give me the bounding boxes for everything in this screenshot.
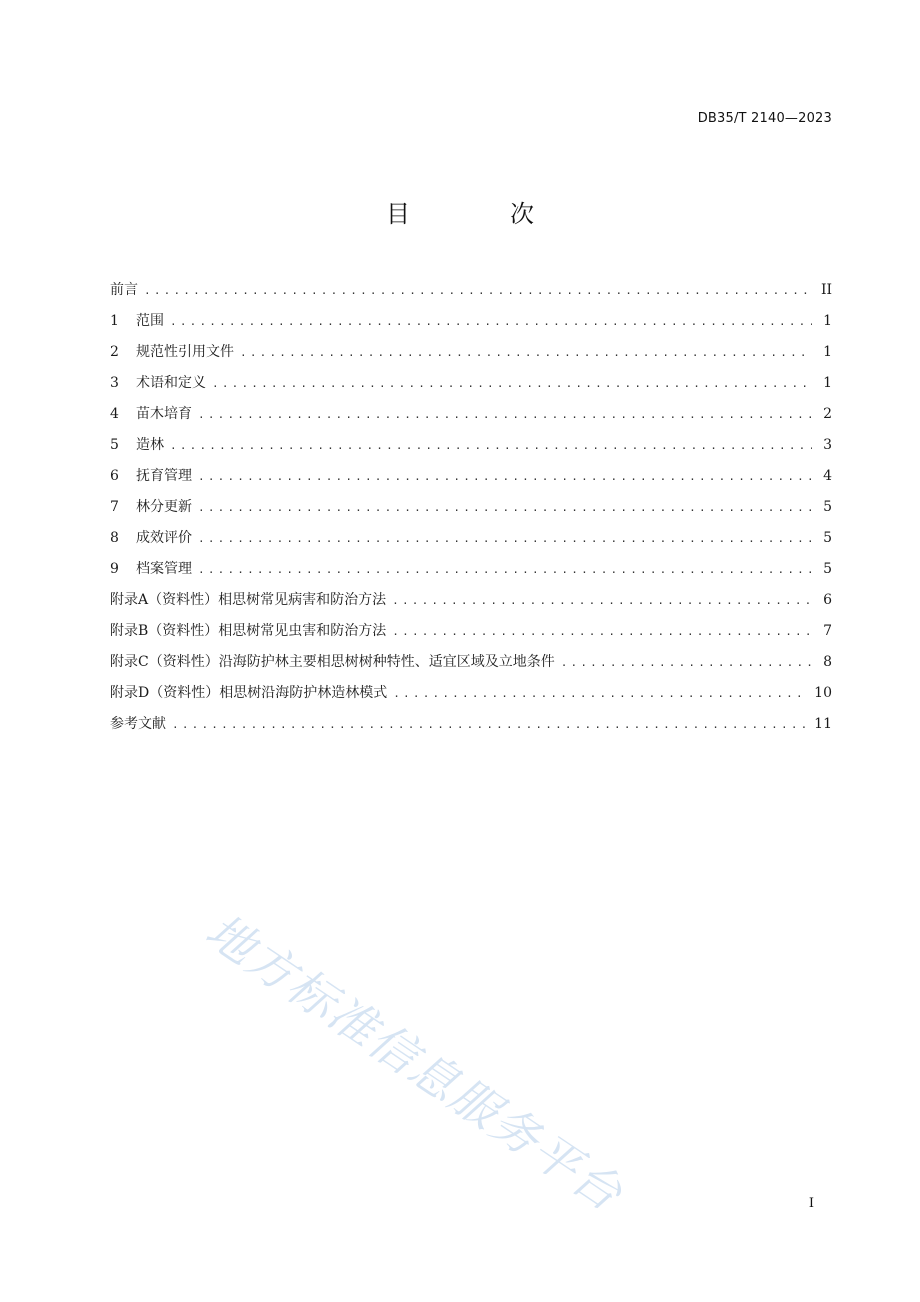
toc-entry-9[interactable] bbox=[110, 557, 832, 588]
toc-entry-page: 7 bbox=[823, 623, 832, 639]
toc-entry-label: 苗木培育 bbox=[136, 406, 192, 422]
toc-leader-dots bbox=[170, 310, 812, 334]
toc-entry-number: 4 bbox=[110, 406, 119, 422]
toc-leader-dots bbox=[561, 651, 812, 675]
toc-entry-number: 5 bbox=[110, 437, 119, 453]
doc-code: DB35/T 2140—2023 bbox=[697, 111, 832, 126]
toc-entry-foreword[interactable] bbox=[110, 278, 832, 309]
toc-leader-dots bbox=[198, 465, 812, 489]
toc-entry-page: 5 bbox=[823, 499, 832, 515]
toc-leader-dots bbox=[240, 341, 812, 365]
toc-entry-label: 前言 bbox=[110, 282, 138, 298]
toc-entry-page: 1 bbox=[823, 375, 832, 391]
toc-annex-label: 附录A（资料性） bbox=[110, 592, 219, 608]
toc-entry-number: 9 bbox=[110, 561, 119, 577]
toc-annex-title: 相思树常见虫害和防治方法 bbox=[218, 623, 387, 639]
toc-entry-number: 1 bbox=[110, 313, 119, 329]
toc-annex-title: 沿海防护林主要相思树树种特性、适宜区域及立地条件 bbox=[218, 654, 555, 670]
toc-leader-dots bbox=[172, 713, 808, 737]
toc-title: 目 次 bbox=[386, 200, 572, 228]
toc-annex-label: 附录D（资料性） bbox=[110, 685, 220, 701]
toc-entry-page: 5 bbox=[823, 530, 832, 546]
page-number: I bbox=[808, 1196, 814, 1211]
toc-entry-label: 参考文献 bbox=[110, 716, 166, 732]
toc-leader-dots bbox=[198, 527, 812, 551]
toc-entry-label: 造林 bbox=[136, 437, 164, 453]
toc-entry-2[interactable] bbox=[110, 340, 832, 371]
toc-leader-dots bbox=[198, 403, 812, 427]
toc-entry-label: 规范性引用文件 bbox=[136, 344, 234, 360]
toc-entry-page: 1 bbox=[823, 344, 832, 360]
toc-entry-8[interactable] bbox=[110, 526, 832, 557]
toc-entry-page: 8 bbox=[823, 654, 832, 670]
toc-entry-label: 抚育管理 bbox=[136, 468, 192, 484]
toc-entry-1[interactable] bbox=[110, 309, 832, 340]
toc-entry-label: 范围 bbox=[136, 313, 164, 329]
toc-entry-page: 5 bbox=[823, 561, 832, 577]
toc-entry-number: 2 bbox=[110, 344, 119, 360]
toc-leader-dots bbox=[170, 434, 812, 458]
toc-entry-page: 11 bbox=[814, 716, 832, 732]
toc-entry-page: 1 bbox=[823, 313, 832, 329]
toc-leader-dots bbox=[198, 558, 812, 582]
toc-annex-title: 相思树沿海防护林造林模式 bbox=[219, 685, 388, 701]
toc-entry-label: 术语和定义 bbox=[136, 375, 206, 391]
toc-entry-label: 档案管理 bbox=[136, 561, 192, 577]
toc-entry-bibliography[interactable] bbox=[110, 712, 832, 743]
toc-entry-annex-c[interactable] bbox=[110, 650, 832, 681]
toc-entry-annex-d[interactable] bbox=[110, 681, 832, 712]
toc-entry-page: 3 bbox=[823, 437, 832, 453]
toc-entry-annex-b[interactable] bbox=[110, 619, 832, 650]
toc-entry-number: 8 bbox=[110, 530, 119, 546]
toc-leader-dots bbox=[393, 682, 808, 706]
toc-entry-4[interactable] bbox=[110, 402, 832, 433]
toc-entry-7[interactable] bbox=[110, 495, 832, 526]
toc-entry-annex-a[interactable] bbox=[110, 588, 832, 619]
toc-entry-6[interactable] bbox=[110, 464, 832, 495]
toc-entry-3[interactable] bbox=[110, 371, 832, 402]
toc-entry-number: 6 bbox=[110, 468, 119, 484]
toc-entry-page: 4 bbox=[823, 468, 832, 484]
toc-annex-title: 相思树常见病害和防治方法 bbox=[218, 592, 387, 608]
toc-list bbox=[110, 278, 832, 743]
toc-entry-page: 2 bbox=[823, 406, 832, 422]
toc-entry-number: 3 bbox=[110, 375, 119, 391]
toc-entry-5[interactable] bbox=[110, 433, 832, 464]
toc-leader-dots bbox=[212, 372, 812, 396]
toc-leader-dots bbox=[144, 279, 812, 303]
toc-leader-dots bbox=[198, 496, 812, 520]
toc-entry-page: II bbox=[820, 282, 832, 298]
toc-entry-number: 7 bbox=[110, 499, 119, 515]
toc-entry-label: 林分更新 bbox=[136, 499, 192, 515]
watermark: 地方标准信息服务平台 bbox=[195, 903, 633, 1223]
toc-entry-page: 10 bbox=[814, 685, 832, 701]
toc-annex-label: 附录C（资料性） bbox=[110, 654, 219, 670]
toc-entry-page: 6 bbox=[823, 592, 832, 608]
toc-leader-dots bbox=[392, 620, 812, 644]
toc-entry-label: 成效评价 bbox=[136, 530, 192, 546]
toc-annex-label: 附录B（资料性） bbox=[110, 623, 219, 639]
toc-leader-dots bbox=[392, 589, 812, 613]
